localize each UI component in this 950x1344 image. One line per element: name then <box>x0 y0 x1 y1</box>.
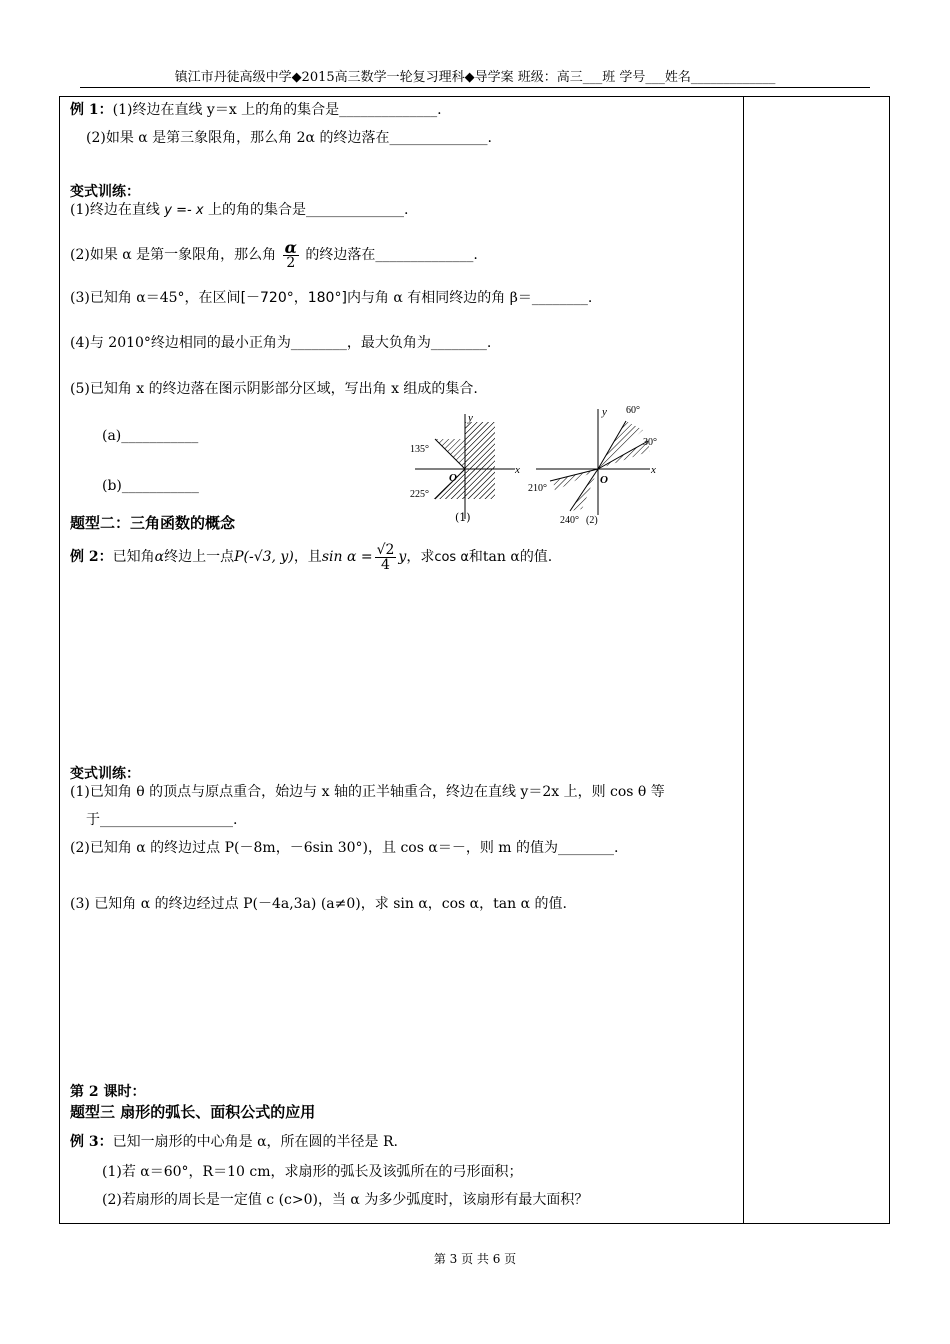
figure-1-angle-135: 135° <box>410 444 429 455</box>
example-2-text-d: ，求 <box>406 549 435 565</box>
example-2-denominator: 4 <box>381 556 390 573</box>
example-2-numerator: √2 <box>376 541 395 558</box>
variation-2-title: 变式训练： <box>70 766 140 782</box>
example-2-y: y <box>398 549 407 565</box>
figure-1-x-label: x <box>515 464 520 476</box>
figure-1-origin: O <box>449 472 457 484</box>
example-2 <box>70 537 552 578</box>
variation-1-q3-text-b: 内与角 α 有相同终边的角 β＝________. <box>346 290 593 306</box>
example-2-text-f: 的值. <box>519 549 553 565</box>
variation-1-q1 <box>70 201 408 220</box>
example-1-q1: (1)终边在直线 y＝x 上的角的集合是______________. <box>112 102 442 118</box>
figure-2-angle-30: 30° <box>643 437 657 448</box>
example-3 <box>70 1133 398 1151</box>
example-2-sin: sin α = <box>321 549 373 565</box>
figure-1-caption: (1) <box>455 511 471 524</box>
variation-1-q2-text-b: 的终边落在______________. <box>305 247 478 263</box>
variation-1-q2 <box>70 237 478 273</box>
figure-2-x-label: x <box>651 464 656 476</box>
variation-1-answer-b: (b)___________ <box>102 478 199 494</box>
example-3-q2: (2)若扇形的周长是一定值 c (c>0)，当 α 为多少弧度时，该扇形有最大面积？ <box>102 1192 589 1208</box>
variation-1-q3 <box>70 289 592 307</box>
variation-1-q1-text-a: (1)终边在直线 <box>70 202 160 218</box>
figure-2-angle-210: 210° <box>528 483 547 494</box>
page-header: 镇江市丹徒高级中学◆2015高三数学一轮复习理科◆导学案 班级：高三___班 学号___姓名_____________ <box>80 66 870 88</box>
example-2-point: P(-√3, y) <box>234 549 294 565</box>
example-1-label: 例 1： <box>70 102 113 118</box>
figure-2-shaded-region <box>528 403 668 527</box>
example-1 <box>70 101 442 119</box>
example-2-text-b: 终边上一点 <box>164 549 235 565</box>
figure-2-angle-240: 240° <box>560 515 579 526</box>
variation-1-title: 变式训练： <box>70 184 140 200</box>
fraction-denominator: 2 <box>286 254 296 271</box>
worksheet-table <box>59 96 890 1224</box>
example-2-label: 例 2： <box>70 549 113 565</box>
example-2-text-e: 和 <box>468 549 483 565</box>
page-footer: 第 3 页 共 6 页 <box>433 1252 517 1266</box>
example-3-stem: 已知一扇形的中心角是 α，所在圆的半径是 R. <box>112 1134 398 1150</box>
variation-1-q1-equation: y =- x <box>164 203 204 218</box>
example-2-tan: tan α <box>482 549 520 565</box>
type-3-heading: 题型三 扇形的弧长、面积公式的应用 <box>70 1103 316 1121</box>
type-2-heading: 题型二：三角函数的概念 <box>70 514 236 532</box>
variation-2-q3: (3) 已知角 α 的终边经过点 P(－4a,3a) (a≠0)，求 sin α，cos α，tan α 的值. <box>70 896 567 912</box>
fraction-numerator: α <box>284 237 297 257</box>
variation-2-q1: (1)已知角 θ 的顶点与原点重合，始边与 x 轴的正半轴重合，终边在直线 y＝2x 上，则 cos θ 等 <box>70 784 665 800</box>
figure-1-y-label: y <box>468 412 473 424</box>
example-1-q2: (2)如果 α 是第三象限角，那么角 2α 的终边落在______________. <box>86 130 492 146</box>
example-2-alpha: α <box>154 549 165 565</box>
figure-2-angle-60: 60° <box>626 405 640 416</box>
example-2-text-a: 已知角 <box>112 549 155 565</box>
figure-2-caption: (2) <box>586 515 598 526</box>
lesson-2-title: 第 2 课时： <box>70 1084 146 1100</box>
variation-1-q3-text-a: (3)已知角 α＝45°，在区间 <box>70 290 241 306</box>
example-3-q1: (1)若 α＝60°，R＝10 cm，求扇形的弧长及该弧所在的弓形面积； <box>102 1164 523 1180</box>
example-2-text-c: ，且 <box>293 549 322 565</box>
notes-column-divider <box>743 97 744 1223</box>
variation-2-q1-cont: 于___________________. <box>86 812 238 828</box>
variation-1-q5: (5)已知角 x 的终边落在图示阴影部分区域，写出角 x 组成的集合. <box>70 381 478 397</box>
variation-1-answer-a: (a)___________ <box>102 428 199 444</box>
figure-1-angle-225: 225° <box>410 489 429 500</box>
variation-1-q3-range: [－720°，180°] <box>240 290 347 306</box>
figure-2-y-label: y <box>602 406 607 418</box>
variation-2-q2: (2)已知角 α 的终边过点 P(－8m，－6sin 30°)，且 cos α＝－，则 m 的值为________. <box>70 840 619 856</box>
variation-1-q4: (4)与 2010°终边相同的最小正角为________，最大负角为________. <box>70 335 492 351</box>
example-3-label: 例 3： <box>70 1134 113 1150</box>
variation-1-q2-text-a: (2)如果 α 是第一象限角，那么角 <box>70 247 277 263</box>
variation-1-q1-text-b: 上的角的集合是______________. <box>208 202 409 218</box>
example-2-fraction <box>375 543 397 572</box>
fraction-alpha-over-2 <box>283 237 299 271</box>
figure-2-origin: O <box>600 474 608 486</box>
example-2-cos: cos α <box>434 550 469 565</box>
